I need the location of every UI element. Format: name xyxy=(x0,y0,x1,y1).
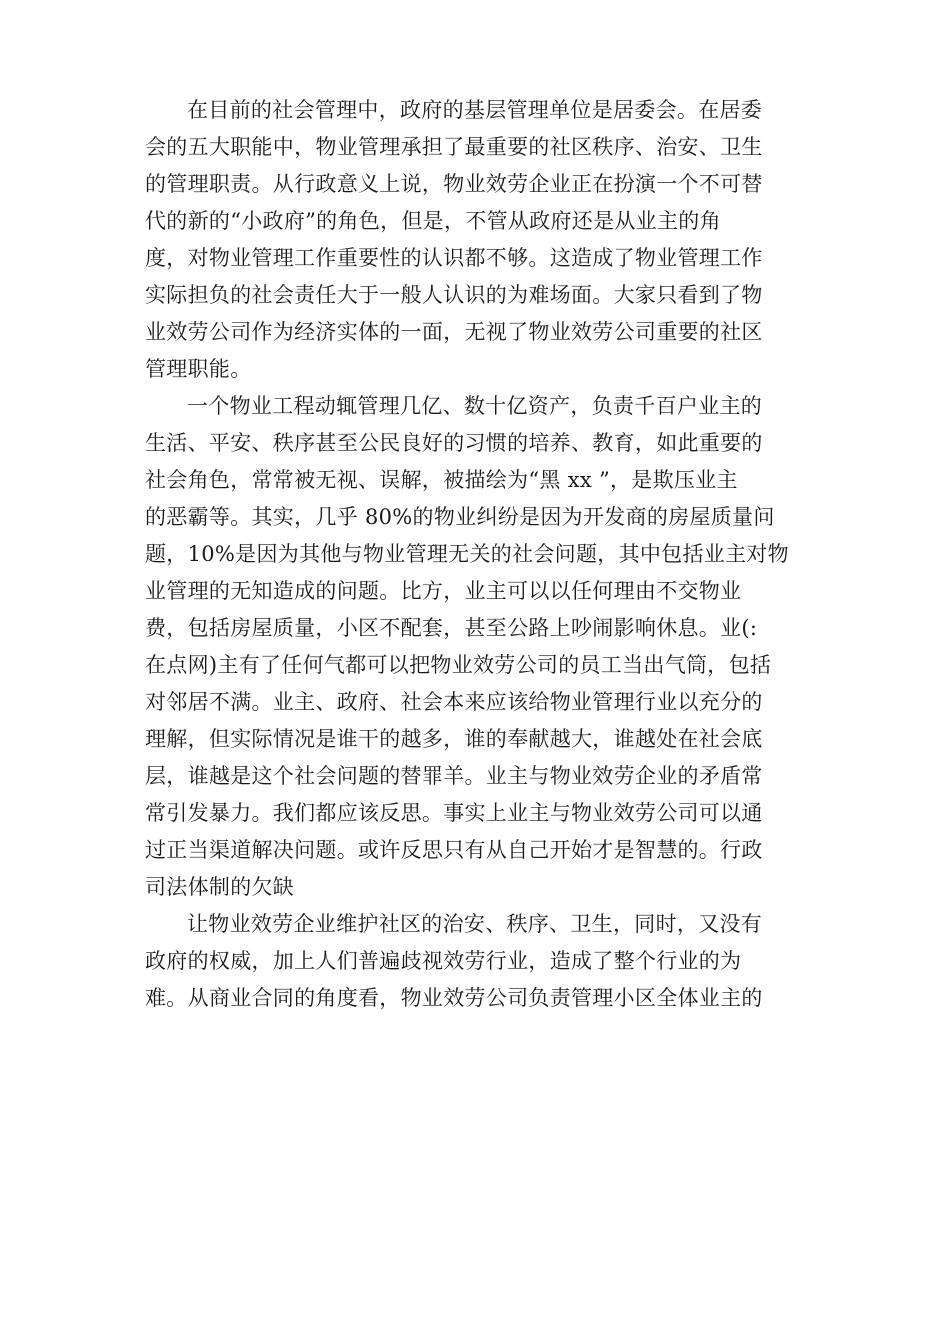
text-line: 在点网)主有了任何气都可以把物业效劳公司的员工当出气筒，包括 xyxy=(145,653,772,677)
paragraph-1 xyxy=(145,92,815,388)
text-line: 司法体制的欠缺 xyxy=(145,875,295,899)
text-line: 社会角色，常常被无视、误解，被描绘为“黑 xx ”，是欺压业主 xyxy=(145,468,738,492)
paragraph-2 xyxy=(145,388,815,906)
text-line: 会的五大职能中，物业管理承担了最重要的社区秩序、治安、卫生 xyxy=(145,135,763,159)
text-line: 实际担负的社会责任大于一般人认识的为难场面。大家只看到了物 xyxy=(145,283,763,307)
text-line: 过正当渠道解决问题。或许反思只有从自己开始才是智慧的。行政 xyxy=(145,838,763,862)
text-line: 生活、平安、秩序甚至公民良好的习惯的培养、教育，如此重要的 xyxy=(145,431,763,455)
text-line: 管理职能。 xyxy=(145,357,252,381)
text-line: 一个物业工程动辄管理几亿、数十亿资产，负责千百户业主的 xyxy=(187,394,763,418)
text-line: 代的新的“小政府”的角色，但是，不管从政府还是从业主的角 xyxy=(145,209,721,233)
text-line: 理解，但实际情况是谁干的越多，谁的奉献越大，谁越处在社会底 xyxy=(145,727,763,751)
text-line: 常引发暴力。我们都应该反思。事实上业主与物业效劳公司可以通 xyxy=(145,801,763,825)
text-line: 度，对物业管理工作重要性的认识都不够。这造成了物业管理工作 xyxy=(145,246,763,270)
document-body xyxy=(145,92,815,1017)
text-line: 在目前的社会管理中，政府的基层管理单位是居委会。在居委 xyxy=(187,98,763,122)
text-line: 政府的权威，加上人们普遍歧视效劳行业，造成了整个行业的为 xyxy=(145,949,742,973)
text-line: 费，包括房屋质量，小区不配套，甚至公路上吵闹影响休息。业(: xyxy=(145,616,758,640)
text-line: 的管理职责。从行政意义上说，物业效劳企业正在扮演一个不可替 xyxy=(145,172,763,196)
text-line: 层，谁越是这个社会问题的替罪羊。业主与物业效劳企业的矛盾常 xyxy=(145,764,763,788)
text-line: 的恶霸等。其实，几乎 80%的物业纠纷是因为开发商的房屋质量问 xyxy=(145,505,775,529)
text-line: 对邻居不满。业主、政府、社会本来应该给物业管理行业以充分的 xyxy=(145,690,763,714)
text-line: 业管理的无知造成的问题。比方，业主可以以任何理由不交物业 xyxy=(145,579,742,603)
text-line: 难。从商业合同的角度看，物业效劳公司负责管理小区全体业主的 xyxy=(145,986,763,1010)
text-line: 题，10%是因为其他与物业管理无关的社会问题，其中包括业主对物 xyxy=(145,542,789,566)
text-line: 业效劳公司作为经济实体的一面，无视了物业效劳公司重要的社区 xyxy=(145,320,763,344)
paragraph-3 xyxy=(145,906,815,1017)
text-line: 让物业效劳企业维护社区的治安、秩序、卫生，同时，又没有 xyxy=(187,912,763,936)
